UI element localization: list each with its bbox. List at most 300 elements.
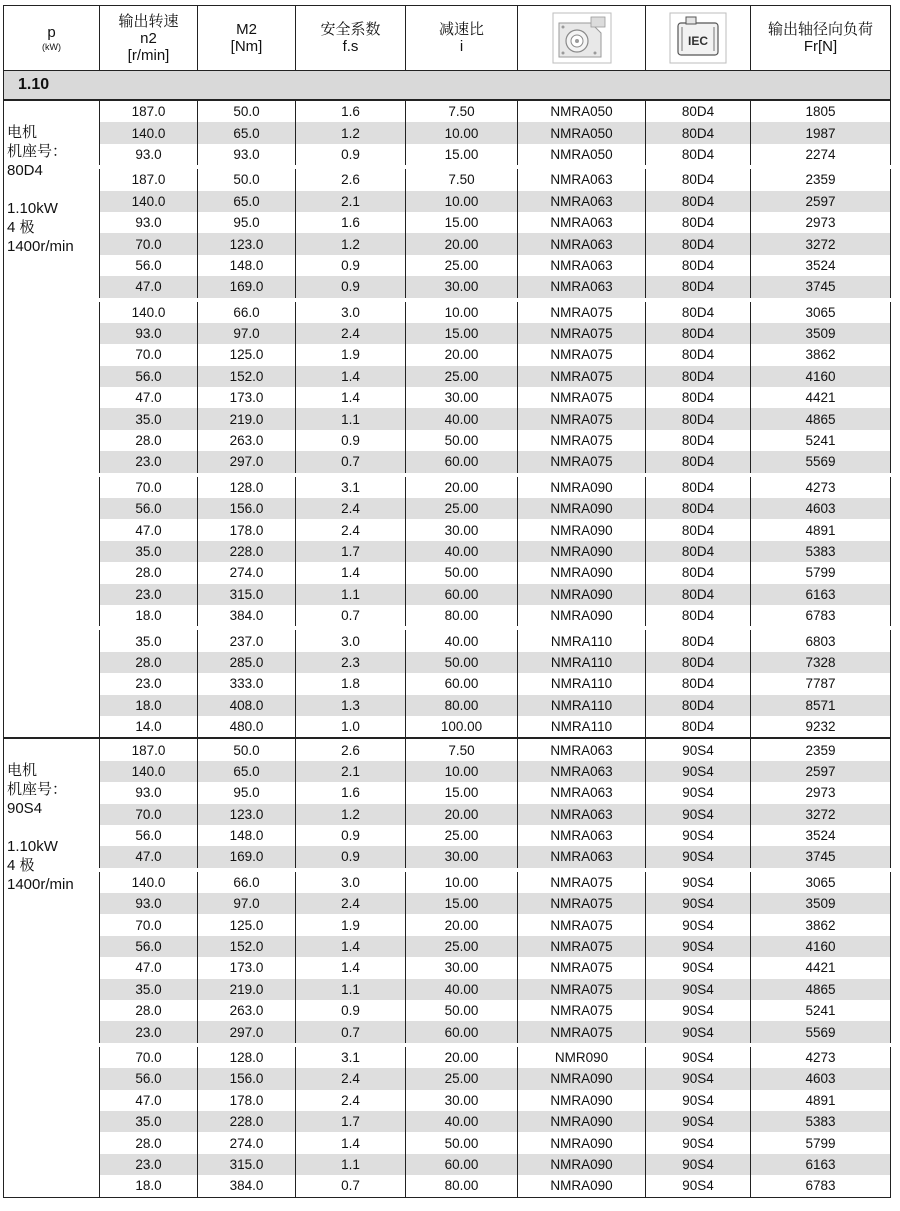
cell-ratio: 20.00 xyxy=(406,1045,518,1068)
cell-iec: 90S4 xyxy=(646,1068,751,1089)
cell-n2: 187.0 xyxy=(100,738,198,760)
cell-iec: 80D4 xyxy=(646,451,751,474)
cell-iec: 90S4 xyxy=(646,761,751,782)
cell-m2: 123.0 xyxy=(198,804,296,825)
cell-fs: 2.6 xyxy=(296,738,406,760)
header-torque-symbol: M2 xyxy=(236,21,257,38)
table-row xyxy=(4,936,891,957)
cell-n2: 28.0 xyxy=(100,430,198,451)
cell-iec: 90S4 xyxy=(646,1132,751,1153)
cell-n2: 35.0 xyxy=(100,628,198,651)
cell-ratio: 7.50 xyxy=(406,738,518,760)
cell-iec: 90S4 xyxy=(646,846,751,869)
header-torque-unit: [Nm] xyxy=(230,38,263,55)
motor-info-line3: 90S4 xyxy=(7,800,43,818)
cell-iec: 80D4 xyxy=(646,408,751,429)
cell-m2: 237.0 xyxy=(198,628,296,651)
cell-fr: 4891 xyxy=(751,519,891,540)
table-row xyxy=(4,255,891,276)
cell-fs: 1.2 xyxy=(296,122,406,143)
table-row xyxy=(4,695,891,716)
table-row xyxy=(4,1132,891,1153)
table-row xyxy=(4,430,891,451)
cell-fs: 0.9 xyxy=(296,276,406,299)
cell-ratio: 100.00 xyxy=(406,716,518,738)
cell-m2: 263.0 xyxy=(198,430,296,451)
cell-fs: 1.4 xyxy=(296,936,406,957)
cell-fr: 2597 xyxy=(751,191,891,212)
cell-fr: 5241 xyxy=(751,430,891,451)
table-row xyxy=(4,541,891,562)
cell-m2: 169.0 xyxy=(198,846,296,869)
cell-ratio: 25.00 xyxy=(406,1068,518,1089)
cell-fs: 0.9 xyxy=(296,825,406,846)
cell-fs: 1.9 xyxy=(296,914,406,935)
cell-iec: 80D4 xyxy=(646,100,751,122)
gearbox-icon xyxy=(551,11,613,65)
cell-fr: 4891 xyxy=(751,1090,891,1111)
cell-model: NMRA075 xyxy=(518,430,646,451)
cell-model: NMRA075 xyxy=(518,979,646,1000)
cell-m2: 173.0 xyxy=(198,387,296,408)
cell-ratio: 50.00 xyxy=(406,562,518,583)
cell-n2: 140.0 xyxy=(100,300,198,323)
cell-ratio: 60.00 xyxy=(406,673,518,694)
cell-fr: 4160 xyxy=(751,936,891,957)
cell-iec: 80D4 xyxy=(646,695,751,716)
cell-fr: 3862 xyxy=(751,914,891,935)
cell-iec: 90S4 xyxy=(646,825,751,846)
cell-iec: 80D4 xyxy=(646,366,751,387)
table-row xyxy=(4,716,891,738)
cell-model: NMRA063 xyxy=(518,255,646,276)
cell-model: NMRA063 xyxy=(518,167,646,190)
cell-fs: 1.3 xyxy=(296,695,406,716)
cell-n2: 14.0 xyxy=(100,716,198,738)
cell-iec: 90S4 xyxy=(646,1111,751,1132)
cell-model: NMRA090 xyxy=(518,519,646,540)
motor-info-spacer xyxy=(7,818,99,837)
cell-ratio: 25.00 xyxy=(406,255,518,276)
cell-m2: 480.0 xyxy=(198,716,296,738)
header-ratio-label: 减速比 xyxy=(438,21,484,38)
cell-model: NMRA090 xyxy=(518,1090,646,1111)
cell-fr: 4865 xyxy=(751,979,891,1000)
cell-ratio: 15.00 xyxy=(406,212,518,233)
cell-n2: 140.0 xyxy=(100,191,198,212)
motor-info-line3: 80D4 xyxy=(7,162,43,179)
table-row xyxy=(4,144,891,167)
cell-n2: 23.0 xyxy=(100,673,198,694)
cell-n2: 23.0 xyxy=(100,451,198,474)
table-row xyxy=(4,344,891,365)
cell-model: NMRA063 xyxy=(518,846,646,869)
header-radial-load-unit: Fr[N] xyxy=(803,38,838,55)
cell-fr: 6783 xyxy=(751,1175,891,1197)
cell-iec: 80D4 xyxy=(646,344,751,365)
header-ratio xyxy=(406,6,518,71)
cell-m2: 408.0 xyxy=(198,695,296,716)
cell-iec: 90S4 xyxy=(646,1175,751,1197)
cell-m2: 285.0 xyxy=(198,652,296,673)
header-iec-motor xyxy=(646,6,751,71)
cell-fr: 4865 xyxy=(751,408,891,429)
cell-n2: 47.0 xyxy=(100,276,198,299)
cell-fr: 6163 xyxy=(751,584,891,605)
table-row xyxy=(4,870,891,893)
cell-fr: 2597 xyxy=(751,761,891,782)
cell-iec: 80D4 xyxy=(646,562,751,583)
cell-iec: 90S4 xyxy=(646,738,751,760)
header-power-unit: (kW) xyxy=(42,41,61,52)
cell-fs: 0.7 xyxy=(296,1175,406,1197)
cell-fs: 2.4 xyxy=(296,1068,406,1089)
cell-iec: 80D4 xyxy=(646,430,751,451)
cell-fs: 0.7 xyxy=(296,1021,406,1044)
cell-iec: 90S4 xyxy=(646,782,751,803)
cell-ratio: 15.00 xyxy=(406,144,518,167)
cell-model: NMRA075 xyxy=(518,957,646,978)
cell-n2: 70.0 xyxy=(100,914,198,935)
cell-m2: 123.0 xyxy=(198,233,296,254)
cell-ratio: 40.00 xyxy=(406,541,518,562)
cell-n2: 187.0 xyxy=(100,100,198,122)
cell-fs: 2.1 xyxy=(296,761,406,782)
cell-m2: 66.0 xyxy=(198,870,296,893)
cell-n2: 28.0 xyxy=(100,562,198,583)
cell-m2: 97.0 xyxy=(198,893,296,914)
cell-model: NMRA090 xyxy=(518,1068,646,1089)
cell-fr: 6783 xyxy=(751,605,891,628)
section-title: 1.10 xyxy=(4,71,891,101)
table-row xyxy=(4,957,891,978)
cell-ratio: 30.00 xyxy=(406,846,518,869)
cell-model: NMRA063 xyxy=(518,191,646,212)
header-output-speed-unit: [r/min] xyxy=(127,46,170,64)
cell-m2: 50.0 xyxy=(198,738,296,760)
header-safety-factor-label: 安全系数 xyxy=(320,21,381,38)
cell-ratio: 10.00 xyxy=(406,191,518,212)
cell-ratio: 30.00 xyxy=(406,387,518,408)
cell-ratio: 15.00 xyxy=(406,893,518,914)
cell-ratio: 10.00 xyxy=(406,300,518,323)
cell-model: NMRA090 xyxy=(518,1132,646,1153)
header-ratio-symbol: i xyxy=(459,38,464,55)
cell-fs: 3.0 xyxy=(296,870,406,893)
cell-fs: 1.7 xyxy=(296,1111,406,1132)
cell-iec: 80D4 xyxy=(646,212,751,233)
cell-iec: 80D4 xyxy=(646,255,751,276)
cell-fs: 2.4 xyxy=(296,519,406,540)
motor-info-line5: 4 极 xyxy=(7,219,35,236)
cell-iec: 90S4 xyxy=(646,804,751,825)
cell-ratio: 50.00 xyxy=(406,1132,518,1153)
cell-fs: 0.9 xyxy=(296,255,406,276)
cell-m2: 95.0 xyxy=(198,212,296,233)
cell-ratio: 40.00 xyxy=(406,408,518,429)
cell-fs: 0.9 xyxy=(296,430,406,451)
cell-m2: 263.0 xyxy=(198,1000,296,1021)
table-row xyxy=(4,475,891,498)
table-row xyxy=(4,738,891,760)
cell-model: NMRA075 xyxy=(518,1000,646,1021)
cell-fr: 3509 xyxy=(751,893,891,914)
motor-info-cell xyxy=(4,738,100,1197)
cell-m2: 152.0 xyxy=(198,366,296,387)
cell-model: NMRA090 xyxy=(518,1154,646,1175)
cell-n2: 70.0 xyxy=(100,1045,198,1068)
cell-m2: 95.0 xyxy=(198,782,296,803)
header-output-speed-label: 输出转速 xyxy=(118,12,179,30)
cell-model: NMRA075 xyxy=(518,936,646,957)
table-row xyxy=(4,846,891,869)
cell-n2: 47.0 xyxy=(100,387,198,408)
cell-iec: 90S4 xyxy=(646,893,751,914)
cell-m2: 125.0 xyxy=(198,344,296,365)
cell-fs: 1.6 xyxy=(296,212,406,233)
cell-model: NMRA090 xyxy=(518,498,646,519)
cell-ratio: 7.50 xyxy=(406,100,518,122)
cell-iec: 80D4 xyxy=(646,144,751,167)
cell-m2: 219.0 xyxy=(198,408,296,429)
cell-m2: 384.0 xyxy=(198,1175,296,1197)
cell-iec: 90S4 xyxy=(646,870,751,893)
cell-ratio: 7.50 xyxy=(406,167,518,190)
cell-n2: 23.0 xyxy=(100,1021,198,1044)
header-power-label: p xyxy=(47,23,56,41)
cell-m2: 156.0 xyxy=(198,498,296,519)
table-row xyxy=(4,191,891,212)
gear-motor-spec-table xyxy=(3,5,891,1198)
cell-ratio: 20.00 xyxy=(406,914,518,935)
table-row xyxy=(4,1154,891,1175)
cell-model: NMRA063 xyxy=(518,212,646,233)
cell-fs: 0.9 xyxy=(296,144,406,167)
table-row xyxy=(4,233,891,254)
cell-model: NMRA075 xyxy=(518,300,646,323)
cell-fr: 2274 xyxy=(751,144,891,167)
cell-model: NMRA090 xyxy=(518,584,646,605)
cell-ratio: 60.00 xyxy=(406,1021,518,1044)
cell-ratio: 40.00 xyxy=(406,979,518,1000)
cell-model: NMRA075 xyxy=(518,451,646,474)
cell-model: NMRA110 xyxy=(518,716,646,738)
cell-ratio: 80.00 xyxy=(406,605,518,628)
cell-m2: 65.0 xyxy=(198,761,296,782)
cell-fr: 3524 xyxy=(751,255,891,276)
motor-info-line1: 电机 xyxy=(7,762,38,780)
cell-n2: 140.0 xyxy=(100,122,198,143)
header-power xyxy=(4,6,100,71)
cell-fs: 1.4 xyxy=(296,562,406,583)
cell-n2: 140.0 xyxy=(100,870,198,893)
cell-ratio: 25.00 xyxy=(406,498,518,519)
cell-m2: 93.0 xyxy=(198,144,296,167)
cell-fr: 3745 xyxy=(751,846,891,869)
cell-n2: 70.0 xyxy=(100,344,198,365)
header-torque xyxy=(198,6,296,71)
cell-n2: 93.0 xyxy=(100,212,198,233)
cell-fr: 5799 xyxy=(751,1132,891,1153)
cell-fs: 1.8 xyxy=(296,673,406,694)
cell-m2: 97.0 xyxy=(198,323,296,344)
cell-ratio: 25.00 xyxy=(406,825,518,846)
table-row xyxy=(4,387,891,408)
cell-fr: 2359 xyxy=(751,167,891,190)
cell-n2: 70.0 xyxy=(100,233,198,254)
table-row xyxy=(4,782,891,803)
cell-n2: 70.0 xyxy=(100,804,198,825)
cell-m2: 156.0 xyxy=(198,1068,296,1089)
cell-iec: 80D4 xyxy=(646,541,751,562)
cell-model: NMRA090 xyxy=(518,475,646,498)
cell-ratio: 15.00 xyxy=(406,323,518,344)
cell-n2: 56.0 xyxy=(100,498,198,519)
cell-iec: 90S4 xyxy=(646,1154,751,1175)
cell-iec: 80D4 xyxy=(646,628,751,651)
cell-fs: 1.6 xyxy=(296,782,406,803)
cell-n2: 93.0 xyxy=(100,782,198,803)
cell-iec: 80D4 xyxy=(646,716,751,738)
cell-fs: 3.1 xyxy=(296,1045,406,1068)
cell-iec: 90S4 xyxy=(646,936,751,957)
cell-fr: 2973 xyxy=(751,782,891,803)
cell-m2: 148.0 xyxy=(198,255,296,276)
cell-n2: 28.0 xyxy=(100,1000,198,1021)
cell-fs: 0.7 xyxy=(296,451,406,474)
cell-fr: 2359 xyxy=(751,738,891,760)
cell-n2: 18.0 xyxy=(100,695,198,716)
cell-m2: 178.0 xyxy=(198,1090,296,1111)
table-row xyxy=(4,122,891,143)
cell-m2: 297.0 xyxy=(198,1021,296,1044)
cell-ratio: 20.00 xyxy=(406,804,518,825)
cell-n2: 56.0 xyxy=(100,936,198,957)
header-output-speed-symbol: n2 xyxy=(140,29,157,47)
header-radial-load-label: 输出轴径向负荷 xyxy=(767,21,873,38)
cell-m2: 297.0 xyxy=(198,451,296,474)
cell-fr: 1805 xyxy=(751,100,891,122)
cell-m2: 148.0 xyxy=(198,825,296,846)
cell-fr: 3509 xyxy=(751,323,891,344)
cell-n2: 56.0 xyxy=(100,1068,198,1089)
cell-n2: 93.0 xyxy=(100,144,198,167)
cell-ratio: 20.00 xyxy=(406,475,518,498)
table-row xyxy=(4,804,891,825)
cell-iec: 80D4 xyxy=(646,519,751,540)
cell-fr: 7787 xyxy=(751,673,891,694)
table-row xyxy=(4,628,891,651)
cell-iec: 80D4 xyxy=(646,605,751,628)
cell-fs: 1.6 xyxy=(296,100,406,122)
cell-fr: 9232 xyxy=(751,716,891,738)
table-row xyxy=(4,212,891,233)
cell-model: NMRA063 xyxy=(518,825,646,846)
cell-fs: 3.0 xyxy=(296,300,406,323)
cell-n2: 56.0 xyxy=(100,255,198,276)
cell-fr: 5569 xyxy=(751,1021,891,1044)
table-row xyxy=(4,300,891,323)
cell-ratio: 30.00 xyxy=(406,957,518,978)
cell-n2: 35.0 xyxy=(100,1111,198,1132)
cell-n2: 47.0 xyxy=(100,519,198,540)
cell-ratio: 15.00 xyxy=(406,782,518,803)
spec-table-sheet xyxy=(3,5,890,1198)
cell-model: NMRA063 xyxy=(518,276,646,299)
cell-n2: 47.0 xyxy=(100,957,198,978)
cell-model: NMRA090 xyxy=(518,541,646,562)
cell-ratio: 20.00 xyxy=(406,233,518,254)
cell-iec: 80D4 xyxy=(646,584,751,605)
cell-fr: 3272 xyxy=(751,804,891,825)
table-row xyxy=(4,825,891,846)
cell-iec: 80D4 xyxy=(646,191,751,212)
table-row xyxy=(4,584,891,605)
cell-fr: 5799 xyxy=(751,562,891,583)
cell-model: NMRA110 xyxy=(518,695,646,716)
cell-m2: 169.0 xyxy=(198,276,296,299)
cell-ratio: 80.00 xyxy=(406,1175,518,1197)
table-row xyxy=(4,519,891,540)
cell-m2: 50.0 xyxy=(198,100,296,122)
table-row xyxy=(4,893,891,914)
cell-model: NMRA075 xyxy=(518,323,646,344)
cell-model: NMRA075 xyxy=(518,387,646,408)
cell-ratio: 60.00 xyxy=(406,451,518,474)
cell-fs: 1.0 xyxy=(296,716,406,738)
motor-info-line6: 1400r/min xyxy=(7,876,74,894)
cell-n2: 18.0 xyxy=(100,605,198,628)
cell-fr: 5383 xyxy=(751,541,891,562)
cell-fr: 3524 xyxy=(751,825,891,846)
cell-fr: 5241 xyxy=(751,1000,891,1021)
cell-fs: 2.4 xyxy=(296,893,406,914)
cell-fs: 0.9 xyxy=(296,846,406,869)
svg-text:IEC: IEC xyxy=(687,34,709,48)
table-row xyxy=(4,167,891,190)
cell-m2: 315.0 xyxy=(198,584,296,605)
table-row xyxy=(4,914,891,935)
cell-n2: 187.0 xyxy=(100,167,198,190)
cell-n2: 56.0 xyxy=(100,825,198,846)
cell-fs: 1.1 xyxy=(296,979,406,1000)
table-row xyxy=(4,605,891,628)
cell-m2: 315.0 xyxy=(198,1154,296,1175)
cell-iec: 80D4 xyxy=(646,167,751,190)
table-row xyxy=(4,408,891,429)
cell-m2: 128.0 xyxy=(198,475,296,498)
cell-fs: 0.9 xyxy=(296,1000,406,1021)
cell-n2: 18.0 xyxy=(100,1175,198,1197)
cell-fr: 4603 xyxy=(751,1068,891,1089)
table-row xyxy=(4,1111,891,1132)
cell-model: NMRA063 xyxy=(518,761,646,782)
cell-ratio: 25.00 xyxy=(406,366,518,387)
cell-ratio: 60.00 xyxy=(406,584,518,605)
cell-ratio: 30.00 xyxy=(406,519,518,540)
cell-fs: 1.4 xyxy=(296,387,406,408)
table-row xyxy=(4,562,891,583)
cell-model: NMRA075 xyxy=(518,366,646,387)
cell-iec: 80D4 xyxy=(646,276,751,299)
cell-fs: 1.4 xyxy=(296,366,406,387)
header-row xyxy=(4,6,891,71)
motor-info-spacer xyxy=(7,180,99,199)
cell-iec: 80D4 xyxy=(646,475,751,498)
cell-m2: 65.0 xyxy=(198,191,296,212)
table-row xyxy=(4,366,891,387)
motor-info-line2: 机座号： xyxy=(7,781,68,799)
